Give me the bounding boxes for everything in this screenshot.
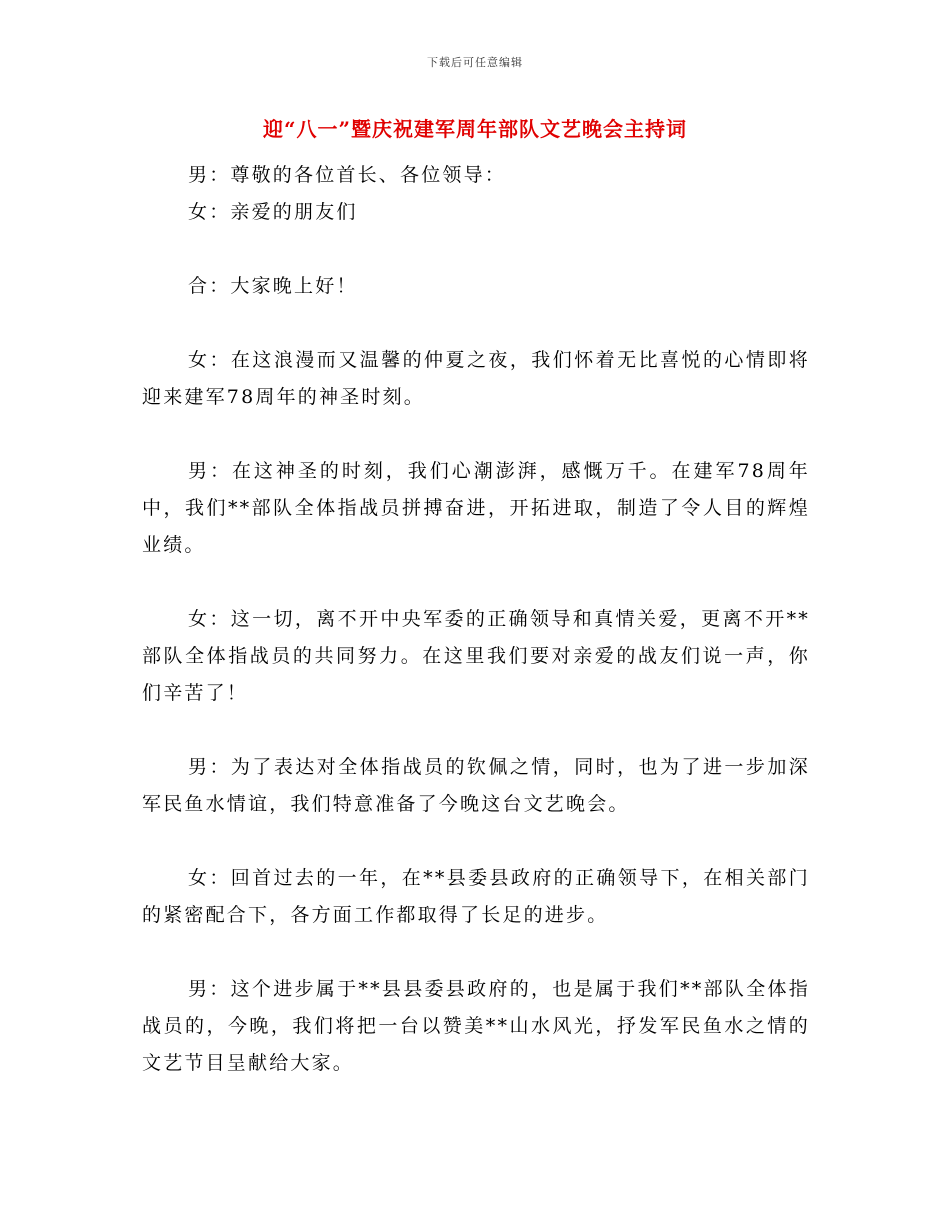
paragraph: 男：在这神圣的时刻，我们心潮澎湃，感慨万千。在建军78周年中，我们**部队全体指战员拼搏奋进，开拓进取，制造了令人目的辉煌业绩。 (142, 460, 810, 556)
header-note: 下载后可任意编辑 (427, 56, 523, 69)
paragraph: 男：这个进步属于**县县委县政府的，也是属于我们**部队全体指战员的，今晚，我们将把一台以赞美**山水风光，抒发军民鱼水之情的文艺节目呈献给大家。 (142, 978, 810, 1074)
paragraph: 男：为了表达对全体指战员的钦佩之情，同时，也为了进一步加深军民鱼水情谊，我们特意准备了今晚这台文艺晚会。 (142, 756, 810, 815)
paragraph-greeting-together: 合：大家晚上好！ (188, 275, 358, 297)
paragraph: 女：这一切，离不开中央军委的正确领导和真情关爱，更离不开**部队全体指战员的共同努力。在这里我们要对亲爱的战友们说一声，你们辛苦了！ (142, 608, 810, 704)
document-title: 迎“八一”暨庆祝建军周年部队文艺晚会主持词 (262, 117, 687, 141)
paragraph: 女：回首过去的一年，在**县委县政府的正确领导下，在相关部门的紧密配合下，各方面工作都取得了长足的进步。 (142, 867, 810, 926)
document-body (142, 157, 810, 1082)
paragraph: 女：在这浪漫而又温馨的仲夏之夜，我们怀着无比喜悦的心情即将迎来建军78周年的神圣时刻。 (142, 349, 810, 408)
paragraph-greeting-female: 女：亲爱的朋友们 (188, 201, 358, 223)
paragraph-greeting-male: 男：尊敬的各位首长、各位领导： (188, 164, 507, 186)
